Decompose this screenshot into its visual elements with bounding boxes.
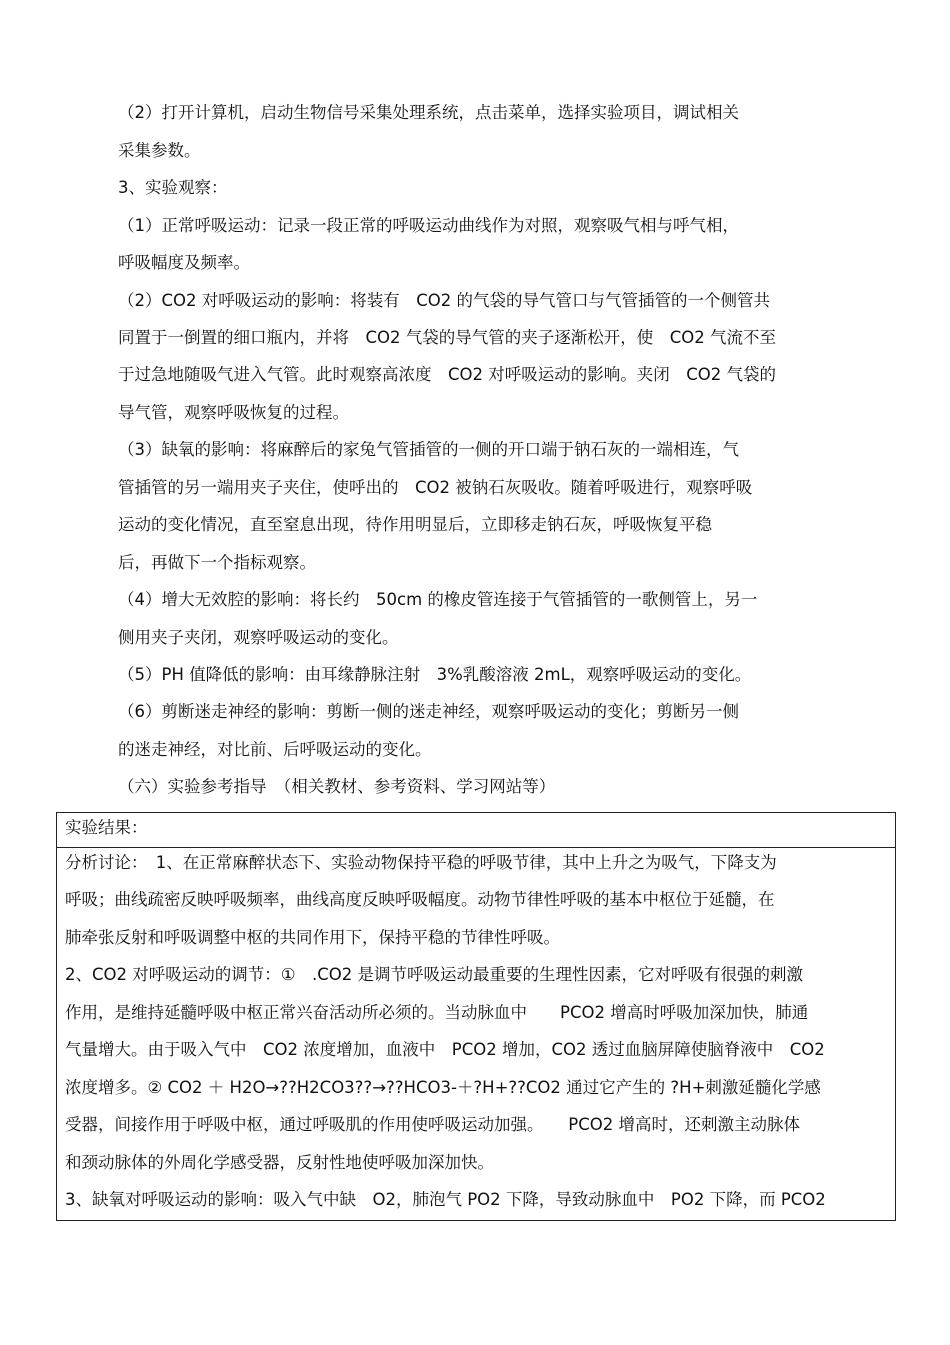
text-line: 管插管的另一端用夹子夹住，使呼出的 CO2 被钠石灰吸收。随着呼吸进行，观察呼吸 <box>118 478 753 497</box>
table-text-line: 受器，间接作用于呼吸中枢，通过呼吸肌的作用使呼吸运动加强。 PCO2 增高时，还刺激主动脉体 <box>65 1115 800 1134</box>
table-text-line: 2、CO2 对呼吸运动的调节：① .CO2 是调节呼吸运动最重要的生理性因素，它对呼吸有很强的刺激 <box>65 965 804 984</box>
table-text-line: 和颈动脉体的外周化学感受器，反射性地使呼吸加深加快。 <box>65 1153 494 1172</box>
text-line: （4）增大无效腔的影响：将长约 50cm 的橡皮管连接于气管插管的一歌侧管上，另一 <box>118 590 758 609</box>
text-line: 的迷走神经，对比前、后呼吸运动的变化。 <box>118 740 432 759</box>
text-line: （2）打开计算机，启动生物信号采集处理系统，点击菜单，选择实验项目，调试相关 <box>118 103 739 122</box>
text-line: 后，再做下一个指标观察。 <box>118 553 316 572</box>
table-header: 实验结果： <box>65 818 148 837</box>
table-text-line: 分析讨论： 1、在正常麻醉状态下、实验动物保持平稳的呼吸节律，其中上升之为吸气，下降支为 <box>65 853 777 872</box>
text-line: 运动的变化情况，直至窒息出现，待作用明显后，立即移走钠石灰，呼吸恢复平稳 <box>118 515 712 534</box>
table-text-line: 呼吸；曲线疏密反映呼吸频率，曲线高度反映呼吸幅度。动物节律性呼吸的基本中枢位于延髓，在 <box>65 890 775 909</box>
text-line: 于过急地随吸气进入气管。此时观察高浓度 CO2 对呼吸运动的影响。夹闭 CO2 气袋的 <box>118 365 777 384</box>
section-heading: 3、实验观察： <box>118 178 228 197</box>
table-text-line: 气量增大。由于吸入气中 CO2 浓度增加，血液中 PCO2 增加，CO2 透过血脑屏障使脑脊液中 CO2 <box>65 1040 825 1059</box>
text-line: （2）CO2 对呼吸运动的影响：将装有 CO2 的气袋的导气管口与气管插管的一个侧管共 <box>118 291 770 310</box>
text-line: （6）剪断迷走神经的影响：剪断一侧的迷走神经，观察呼吸运动的变化；剪断另一侧 <box>118 702 739 721</box>
table-text-line: 3、缺氧对呼吸运动的影响：吸入气中缺 O2，肺泡气 PO2 下降，导致动脉血中 PO2 下降，而 PCO2 <box>65 1190 826 1209</box>
results-table <box>56 812 896 1221</box>
section-heading: （六）实验参考指导 （相关教材、参考资料、学习网站等） <box>118 777 556 796</box>
table-text-line: 作用，是维持延髓呼吸中枢正常兴奋活动所必须的。当动脉血中 PCO2 增高时呼吸加深加快，肺通 <box>65 1003 809 1022</box>
text-line: （3）缺氧的影响：将麻醉后的家兔气管插管的一侧的开口端于钠石灰的一端相连，气 <box>118 440 739 459</box>
table-text-line: 浓度增多。② CO2 ＋ H2O→??H2CO3??→??HCO3-＋?H+??CO2 通过它产生的 ?H+刺激延髓化学感 <box>65 1078 821 1097</box>
text-line: 采集参数。 <box>118 141 201 160</box>
table-text-line: 肺牵张反射和呼吸调整中枢的共同作用下，保持平稳的节律性呼吸。 <box>65 928 560 947</box>
text-line: 侧用夹子夹闭，观察呼吸运动的变化。 <box>118 628 399 647</box>
text-line: 呼吸幅度及频率。 <box>118 253 250 272</box>
text-line: 同置于一倒置的细口瓶内，并将 CO2 气袋的导气管的夹子逐渐松开，使 CO2 气流不至 <box>118 328 777 347</box>
table-divider <box>57 847 895 848</box>
text-line: （1）正常呼吸运动：记录一段正常的呼吸运动曲线作为对照，观察吸气相与呼气相， <box>118 216 739 235</box>
text-line: 导气管，观察呼吸恢复的过程。 <box>118 403 349 422</box>
text-line: （5）PH 值降低的影响：由耳缘静脉注射 3%乳酸溶液 2mL，观察呼吸运动的变化。 <box>118 665 752 684</box>
